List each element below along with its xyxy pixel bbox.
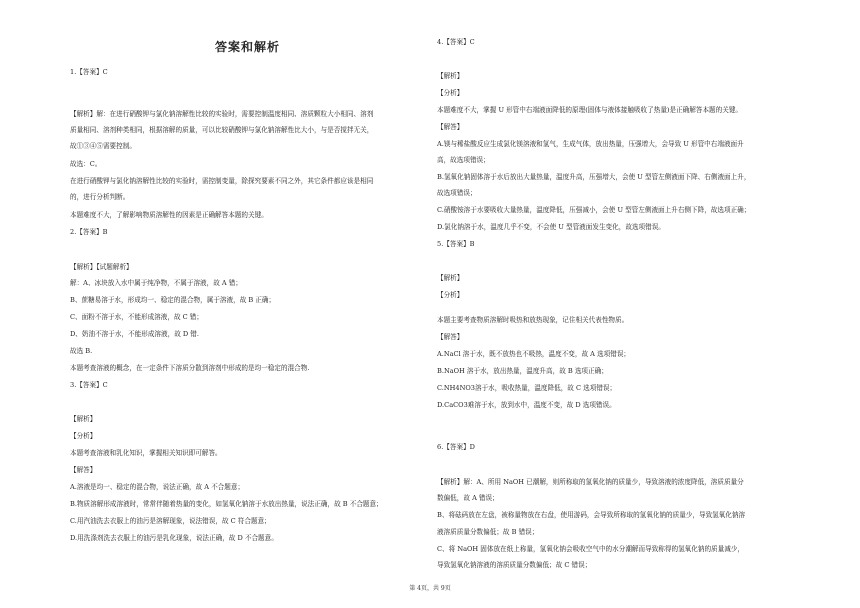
text-line: C.用汽油洗去衣服上的油污是溶解现象，说法错误，故 C 符合题意； (70, 517, 271, 525)
text-line: 【解析】 (70, 415, 97, 423)
text-line: 导致氢氧化钠溶液的溶质质量分数偏低；故 C 错误； (437, 561, 592, 569)
answer-heading: 3.【答案】C (70, 381, 108, 389)
text-line: 【分析】 (70, 432, 97, 440)
page-footer: 第 4页，共 9页 (409, 585, 451, 592)
page-title: 答案和解析 (214, 40, 280, 54)
text-line: 在进行硝酸钾与氯化钠溶解性比较的实验时，需控制变量，除探究要素不同之外，其它条件都应该是相同 (70, 177, 374, 185)
text-line: C、将 NaOH 固体放在纸上称量，氢氧化钠会吸收空气中的水分潮解而导致称得的氢氧化钠的质量减少， (437, 545, 745, 553)
text-line: B.物质溶解形成溶液时，常常伴随着热量的变化，如氢氧化钠溶于水放出热量，说法正确，故 B 不合题意； (70, 500, 383, 508)
text-line: C.NH4NO3溶于水，吸收热量，温度降低，故 C 选项错误； (437, 384, 617, 392)
text-line: B、将砝码放在左盘，被称量物放在右盘，使用游码，会导致所称取的氢氧化钠的质量少，导致氢氧化钠溶 (437, 511, 746, 519)
text-line: 本题难度不大，了解影响物质溶解性的因素是正确解答本题的关键。 (70, 211, 268, 219)
text-line: 解：A、冰块放入水中属于纯净物，不属于溶液，故 A 错； (70, 279, 242, 287)
text-line: 故选 B. (70, 347, 93, 355)
text-line: 【分析】 (437, 89, 464, 97)
text-line: A.镁与稀盐酸反应生成氯化镁溶液和氢气，生成气体，放出热量，压强增大，会导致 U 形管中右端液面升 (437, 140, 744, 148)
text-line: 本题难度不大，掌握 U 形管中右端液面降低的原理(固体与液体接触吸收了热量)是正确解答本题的关键。 (437, 106, 743, 114)
answer-heading: 1.【答案】C (70, 68, 108, 76)
text-line: 故①③④⑤需要控制。 (70, 142, 136, 150)
text-line: D.用洗涤剂洗去衣服上的油污是乳化现象，说法正确，故 D 不合题意。 (70, 534, 278, 542)
text-line: 本题考查溶液的概念，在一定条件下溶质分散到溶剂中形成的是均一稳定的混合物. (70, 364, 310, 372)
text-line: C、面粉不溶于水，不能形成溶液，故 C 错； (70, 313, 203, 321)
answer-heading: 2.【答案】B (70, 228, 108, 236)
text-line: D.氯化钠溶于水，温度几乎不变，不会使 U 型管液面发生变化，故选项错误。 (437, 223, 665, 231)
text-line: C.硝酸铵溶于水要吸收大量热量，温度降低，压强减小，会使 U 型管左侧液面上升右侧下降，故选项正确； (437, 206, 751, 214)
text-line: 【解析】 (437, 72, 464, 80)
text-line: 【分析】 (437, 291, 464, 299)
text-line: 故选：C。 (70, 160, 102, 168)
text-line: D、奶油不溶于水，不能形成溶液，故 D 错. (70, 330, 199, 338)
text-line: A.NaCl 溶于水，既不放热也不吸热，温度不变，故 A 选项错误； (437, 350, 631, 358)
text-line: 【解析】 (437, 274, 464, 282)
text-line: 【解答】 (70, 466, 97, 474)
text-line: 高，故选项错误； (437, 156, 490, 164)
text-line: B.NaOH 溶于水，放出热量，温度升高，故 B 选项正确； (437, 367, 608, 375)
text-line: A.溶液是均一、稳定的混合物，说法正确，故 A 不合题意； (70, 483, 245, 491)
text-line: 的，进行分析判断。 (70, 193, 130, 201)
text-line: 本题考查溶液和乳化知识，掌握相关知识即可解答。 (70, 449, 222, 457)
text-line: 数偏低，故 A 错误； (437, 494, 499, 502)
answer-heading: 6.【答案】D (437, 443, 475, 451)
text-line: 【解析】【试题解析】 (70, 263, 133, 271)
text-line: 液溶质质量分数偏低；故 B 错误； (437, 528, 539, 536)
text-line: 本题主要考查物质溶解时吸热和放热现象，记住相关代表性物质。 (437, 316, 629, 324)
text-line: 【解答】 (437, 333, 464, 341)
text-line: 【解答】 (437, 123, 464, 131)
text-line: 质量相同、溶剂种类相同，根据溶解的质量，可以比较硝酸钾与氯化钠溶解性比大小，与是否搅拌无关， (70, 126, 374, 134)
answer-heading: 5.【答案】B (437, 240, 475, 248)
text-line: B、蔗糖易溶于水，形成均一、稳定的混合物，属于溶液，故 B 正确； (70, 296, 276, 304)
text-line: 【解析】解：在进行硝酸钾与氯化钠溶解性比较的实验时，需要控制温度相同、溶质颗粒大小相同、溶剂 (70, 110, 374, 118)
text-line: 故选项错误； (437, 189, 477, 197)
text-line: 【解析】解：A、所用 NaOH 已潮解，则所称取的氢氧化钠的质量少，导致溶液的浓度降低，溶质质量分 (437, 478, 744, 486)
text-line: B.氢氧化钠固体溶于水后放出大量热量，温度升高，压强增大，会使 U 型管左侧液面下降、右侧液面上升， (437, 173, 751, 181)
text-line: D.CaCO3难溶于水，放到水中，温度不变，故 D 选项错误。 (437, 401, 616, 409)
answer-heading: 4.【答案】C (437, 38, 475, 46)
